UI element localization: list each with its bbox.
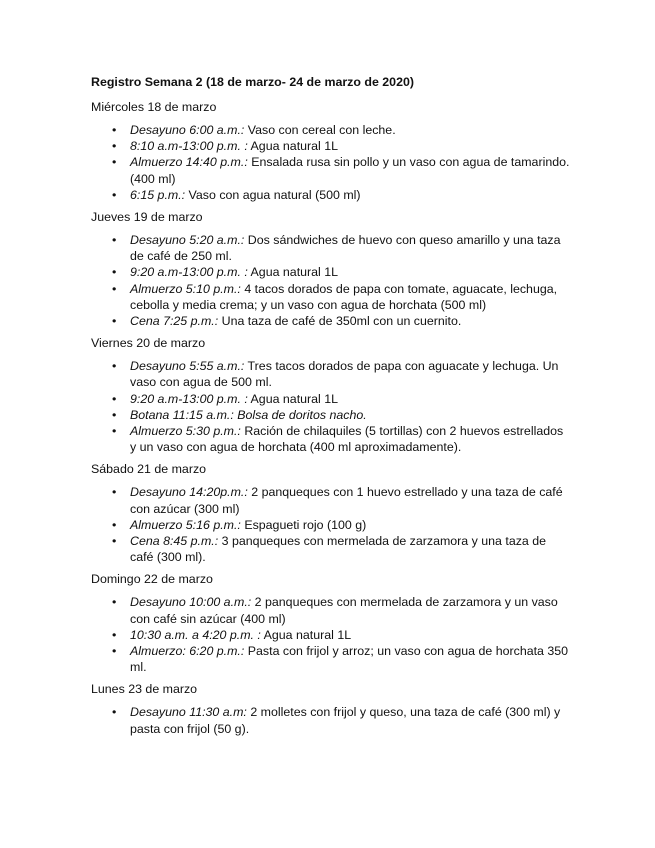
meal-list: [91, 232, 571, 329]
meal-description: 2 molletes con frijol y queso, una taza de café (300 ml) y pasta con frijol (50 g).: [130, 705, 561, 736]
meal-time: Desayuno 6:00 a.m.:: [130, 123, 245, 137]
meal-time: Cena 7:25 p.m.:: [130, 314, 219, 329]
meal-time: 6:15 p.m.:: [130, 187, 186, 202]
list-item: [91, 423, 571, 455]
list-item: [91, 533, 571, 565]
list-item: [91, 704, 571, 736]
bullet-icon: •: [112, 705, 117, 720]
meal-time: Desayuno 5:20 a.m.:: [130, 233, 245, 248]
meal-time: Desayuno 10:00 a.m.:: [130, 595, 252, 610]
list-item: [91, 594, 571, 626]
meal-time: Botana 11:15 a.m.: Bolsa de doritos nacho.: [130, 407, 367, 422]
day-heading: Viernes 20 de marzo: [91, 336, 206, 351]
list-item: [91, 154, 571, 186]
meal-description: Dos sándwiches de huevo con queso amarillo y una taza de café de 250 ml.: [130, 233, 561, 264]
meal-time: Almuerzo 5:10 p.m.:: [130, 281, 241, 296]
list-item: [91, 643, 571, 675]
bullet-icon: •: [112, 359, 117, 374]
meal-time: 10:30 a.m. a 4:20 p.m. :: [130, 627, 261, 642]
meal-time: Almuerzo: 6:20 p.m.:: [130, 644, 245, 659]
meal-time: 8:10 a.m-13:00 p.m. :: [130, 139, 248, 154]
list-item: [91, 264, 571, 280]
list-item: [91, 484, 571, 516]
meal-time: Almuerzo 5:30 p.m.:: [130, 424, 241, 439]
list-item: [91, 627, 571, 643]
meal-time: 9:20 a.m-13:00 p.m. :: [130, 391, 248, 406]
bullet-icon: •: [112, 391, 117, 406]
day-heading: Miércoles 18 de marzo: [91, 100, 217, 114]
list-item: [91, 232, 571, 264]
bullet-icon: •: [112, 233, 117, 248]
meal-description: Pasta con frijol y arroz; un vaso con agua de horchata 350 ml.: [130, 644, 569, 675]
meal-time: Almuerzo 14:40 p.m.:: [130, 155, 248, 170]
meal-description: 2 panqueques con mermelada de zarzamora y un vaso con café sin azúcar (400 ml): [130, 595, 558, 626]
bullet-icon: •: [112, 123, 117, 137]
list-item: [91, 407, 571, 423]
bullet-icon: •: [112, 314, 117, 329]
meal-time: Desayuno 14:20p.m.:: [130, 485, 248, 500]
list-item: [91, 313, 571, 329]
document-title: Registro Semana 2 (18 de marzo- 24 de marzo de 2020): [91, 75, 414, 89]
meal-time: Desayuno 11:30 a.m:: [130, 705, 247, 720]
day-heading: Lunes 23 de marzo: [91, 682, 198, 697]
bullet-icon: •: [112, 265, 117, 280]
meal-description: 4 tacos dorados de papa con tomate, aguacate, lechuga, cebolla y media crema; y un vaso con agua de horchata (500 ml): [130, 281, 558, 312]
list-item: [91, 391, 571, 407]
bullet-icon: •: [112, 155, 117, 170]
meal-description: 3 panqueques con mermelada de zarzamora y una taza de café (300 ml).: [130, 534, 547, 565]
bullet-icon: •: [112, 424, 117, 439]
meal-description: Agua natural 1L: [247, 391, 339, 406]
list-item: [91, 122, 571, 138]
meal-description: Espagueti rojo (100 g): [240, 517, 367, 532]
list-item: [91, 358, 571, 390]
meal-time: Desayuno 5:55 a.m.:: [130, 359, 245, 374]
bullet-icon: •: [112, 407, 117, 422]
list-item: [91, 281, 571, 313]
meal-time: Cena 8:45 p.m.:: [130, 534, 219, 549]
meal-description: Ración de chilaquiles (5 tortillas) con 2 huevos estrellados y un vaso con agua de horchata (400 ml aproximadamente).: [130, 424, 564, 455]
meal-list: [91, 358, 571, 455]
day-heading: Jueves 19 de marzo: [91, 210, 203, 225]
day-heading: Domingo 22 de marzo: [91, 572, 213, 587]
bullet-icon: •: [112, 485, 117, 500]
bullet-icon: •: [112, 534, 117, 549]
meal-description: Agua natural 1L: [247, 265, 339, 280]
bullet-icon: •: [112, 281, 117, 296]
meal-description: Ensalada rusa sin pollo y un vaso con agua de tamarindo. (400 ml): [130, 155, 570, 186]
meal-description: Vaso con cereal con leche.: [244, 123, 396, 137]
bullet-icon: •: [112, 595, 117, 610]
list-item: [91, 517, 571, 533]
meal-time: 9:20 a.m-13:00 p.m. :: [130, 265, 248, 280]
meal-list: [91, 704, 571, 736]
bullet-icon: •: [112, 139, 117, 154]
meal-description: 2 panqueques con 1 huevo estrellado y una taza de café con azúcar (300 ml): [130, 485, 563, 516]
meal-description: Agua natural 1L: [260, 627, 352, 642]
day-heading: Sábado 21 de marzo: [91, 462, 207, 477]
meal-list: [91, 484, 571, 565]
meal-list: [91, 594, 571, 675]
meal-time: Almuerzo 5:16 p.m.:: [130, 517, 241, 532]
meal-description: Agua natural 1L: [247, 139, 339, 154]
meal-description: Una taza de café de 350ml con un cuernito.: [218, 314, 462, 329]
meal-description: Vaso con agua natural (500 ml): [185, 187, 361, 202]
bullet-icon: •: [112, 517, 117, 532]
list-item: [91, 138, 571, 154]
bullet-icon: •: [112, 627, 117, 642]
bullet-icon: •: [112, 644, 117, 659]
document-page: [91, 74, 571, 743]
bullet-icon: •: [112, 187, 117, 202]
meal-description: Tres tacos dorados de papa con aguacate y lechuga. Un vaso con agua de 500 ml.: [130, 359, 559, 390]
list-item: [91, 187, 571, 203]
meal-list: [91, 122, 571, 203]
